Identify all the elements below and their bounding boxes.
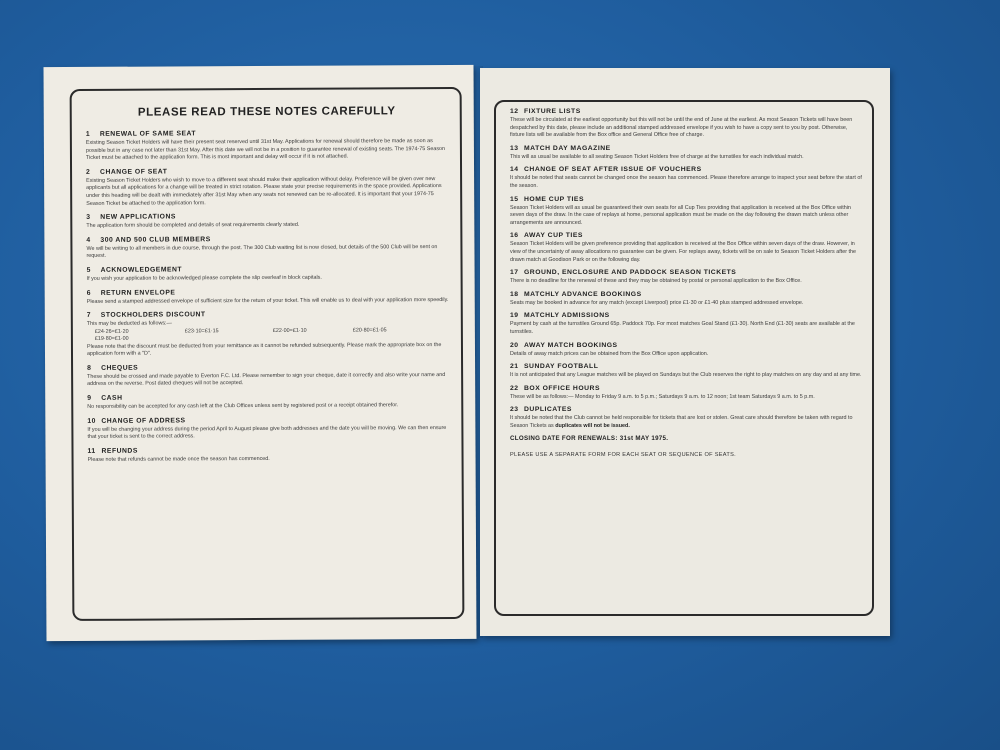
note-section: [86, 235, 448, 261]
note-section: [86, 129, 448, 163]
section-stockholders-discount: [87, 310, 449, 358]
section-body: Season Ticket Holders will be given preference providing that application is received at the Box Office within seven days of the draw. However, in view of the uncertainty of away allocations no guarantee can be given. For replays away, tickets will be on sale to Season Ticket Holders after the drawn match at Goodison Park or on the following day.: [510, 241, 856, 263]
section-heading: 20 AWAY MATCH BOOKINGS: [510, 341, 618, 349]
right-page: [480, 68, 890, 636]
section-heading: 16 AWAY CUP TIES: [510, 232, 583, 240]
discount-intro: This may be deducted as follows:—: [86, 320, 172, 328]
discount-rate: £19·80=£1·00: [94, 335, 129, 342]
section-body: The application form should be completed and details of seat requirements clearly stated.: [86, 221, 300, 230]
closing-date: CLOSING DATE FOR RENEWALS: 31st MAY 1975.: [510, 435, 669, 443]
note-section: [87, 416, 449, 442]
section-heading: 11 REFUNDS: [87, 447, 138, 455]
left-notes-frame: [70, 87, 465, 621]
section-body: This will as usual be available to all seating Season Ticket Holders free of charge at the turnstiles for each individual match.: [510, 153, 804, 160]
section-duplicates: [510, 406, 862, 430]
section-heading: 5 ACKNOWLEDGEMENT: [86, 266, 183, 274]
section-heading: 23 DUPLICATES: [510, 406, 572, 414]
section-body: It is not anticipated that any League matches will be played on Sundays but the Club reserves the right to play matches on any day and at any time.: [510, 372, 862, 379]
section-heading: 12 FIXTURE LISTS: [510, 108, 581, 115]
notes-list-part-2: [87, 363, 450, 464]
section-body: Payment by cash at the turnstiles Ground 65p. Paddock 70p. For most matches Goal Stand (£1·30). North End (£1·30) seats are available at the turnstiles.: [510, 321, 855, 335]
section-heading: 13 MATCH DAY MAGAZINE: [510, 144, 611, 152]
section-body: No responsibility can be accepted for any cash left at the Club Offices unless sent by registered post or a receipt obtained therefor.: [87, 402, 399, 410]
separate-form-note: PLEASE USE A SEPARATE FORM FOR EACH SEAT OR SEQUENCE OF SEATS.: [510, 452, 737, 459]
discount-rate: £20·80=£1·05: [352, 327, 387, 334]
section-body: These will be as follows:— Monday to Friday 9 a.m. to 5 p.m.; Saturdays 9 a.m. to 12 noon; 1st team Saturdays 9 a.m. to 5 p.m.: [510, 393, 815, 400]
note-section: [510, 145, 862, 162]
notes-list-part-1: [86, 129, 449, 306]
section-body: Please send a stamped addressed envelope of sufficient size for the return of your ticket. This will enable us to deal with your application more speedily.: [86, 296, 449, 305]
section-heading: 9 CASH: [87, 394, 123, 402]
section-heading: 15 HOME CUP TIES: [510, 195, 585, 203]
section-body: We will be writing to all members in due course, through the post. The 300 Club waiting list is now closed, but details of the 500 Club will be sent on request.: [86, 243, 438, 260]
section-heading: 14 CHANGE OF SEAT AFTER ISSUE OF VOUCHERS: [510, 166, 702, 174]
duplicates-warning: duplicates will not be issued.: [555, 422, 630, 429]
discount-rate: £24·26=£1·20: [94, 328, 129, 335]
section-body: Details of away match prices can be obtained from the Box Office upon application.: [510, 350, 709, 357]
section-body: Existing Season Ticket Holders will have their present seat reserved until 31st May. Applications for renewal should therefore be made as soon as possible but in any case not later than 31st May. After this date we will not be in a position to guarantee renewal of existing seats. The 1974-75 Season Ticket must be attached to the application form. This is most important and delay will occur if it is not attached.: [85, 138, 446, 162]
section-heading: 1 RENEWAL OF SAME SEAT: [85, 130, 197, 138]
note-section: [510, 232, 862, 264]
section-heading: 8 CHEQUES: [87, 364, 139, 372]
note-section: [87, 288, 449, 306]
note-section: [87, 393, 449, 411]
note-section: [87, 363, 449, 389]
discount-rate: £23·10=£1·15: [184, 327, 219, 335]
page-title: PLEASE READ THESE NOTES CAREFULLY: [137, 105, 396, 119]
section-heading: 18 MATCHLY ADVANCE BOOKINGS: [510, 290, 642, 298]
section-body: These will be circulated at the earliest opportunity but this will not be until the end of June at the earliest. As most Season Tickets will have been despatched by this date, please include an additional stamped addressed envelope if you wish to have a copy sent to you by post. Otherwise, fixture lists will be available from the Box office and General Office free of charge.: [510, 117, 853, 139]
section-body: It should be noted that the Club cannot be held responsible for tickets that are lost or stolen. Great care should therefore be taken with regard to Season Tickets as duplicates will not be issued.: [510, 415, 853, 429]
note-section: [510, 312, 862, 336]
right-notes-frame: [494, 100, 874, 616]
section-heading: 2 CHANGE OF SEAT: [86, 168, 168, 176]
section-body: If you will be changing your address during the period April to August please give both addresses and the date you will be moving. We can then ensure that your ticket is sent to the correct address.: [87, 424, 447, 440]
section-heading: 17 GROUND, ENCLOSURE AND PADDOCK SEASON TICKETS: [510, 269, 737, 277]
section-heading: 21 SUNDAY FOOTBALL: [510, 363, 599, 371]
section-body: Existing Season Ticket Holders who wish to move to a different seat should make their application without delay. Preference will be given over new applicants but all applications for a change will be treated in strict rotation. Please state your precise requirements in the space provided. Applications under this heading will be dealt with immediately after 31st May when any seats not renewed can be re-allocated. It is important that your 1974-75 Season Ticket be attached to the application form.: [86, 175, 442, 207]
section-heading: 19 MATCHLY ADMISSIONS: [510, 312, 610, 320]
note-section: [86, 212, 448, 230]
section-body: Seats may be booked in advance for any match (except Liverpool) price £1·30 or £1·40 plus stamped addressed envelope.: [510, 299, 804, 306]
discount-note: Please note that the discount must be deducted from your remittance as it cannot be refunded subsequently. Please mark the appropriate box on the application form with a "D".: [86, 341, 442, 358]
note-section: [510, 385, 862, 402]
section-body: If you wish your application to be acknowledged please complete the slip overleaf in block capitals.: [86, 274, 322, 282]
note-section: [510, 291, 862, 308]
note-section: [87, 265, 449, 283]
section-heading: 3 NEW APPLICATIONS: [86, 213, 176, 222]
section-heading: 22 BOX OFFICE HOURS: [510, 384, 600, 392]
note-section: [510, 196, 862, 228]
section-heading: 4 300 AND 500 CLUB MEMBERS: [86, 236, 211, 244]
section-body: Season Ticket Holders will as usual be guaranteed their own seats for all Cup Ties providing that application is received at the Box Office within seven days of the draw. In the case of replays at home, personal application must be made on the day following the drawn match unless other arrangements are announced.: [510, 204, 851, 226]
note-section: [510, 342, 862, 359]
note-section: [510, 108, 862, 140]
section-body: It should be noted that seats cannot be changed once the season has commenced. Please therefore arrange to inspect your seat before the start of the season.: [510, 175, 862, 189]
note-section: [510, 363, 862, 380]
section-heading: 6 RETURN ENVELOPE: [86, 288, 176, 297]
section-body: Please note that refunds cannot be made once the season has commenced.: [87, 455, 270, 463]
note-section: [510, 269, 862, 286]
section-body: These should be crossed and made payable to Everton F.C. Ltd. Please remember to sign your cheque, date it correctly and also write your name and address on the reverse. Post dated cheques will not be accepted.: [87, 371, 446, 388]
note-section: [87, 446, 449, 464]
section-heading: 10 CHANGE OF ADDRESS: [87, 416, 186, 425]
discount-rate: £22·00=£1·10: [272, 327, 307, 334]
note-section: [86, 167, 448, 208]
note-section: [510, 166, 862, 190]
section-heading: 7 STOCKHOLDERS DISCOUNT: [86, 311, 206, 320]
section-body: There is no deadline for the renewal of these and they may be obtained by postal or personal application to the Box Office.: [510, 278, 802, 285]
notes-list-part-3: [510, 108, 862, 401]
left-page: [44, 65, 477, 641]
